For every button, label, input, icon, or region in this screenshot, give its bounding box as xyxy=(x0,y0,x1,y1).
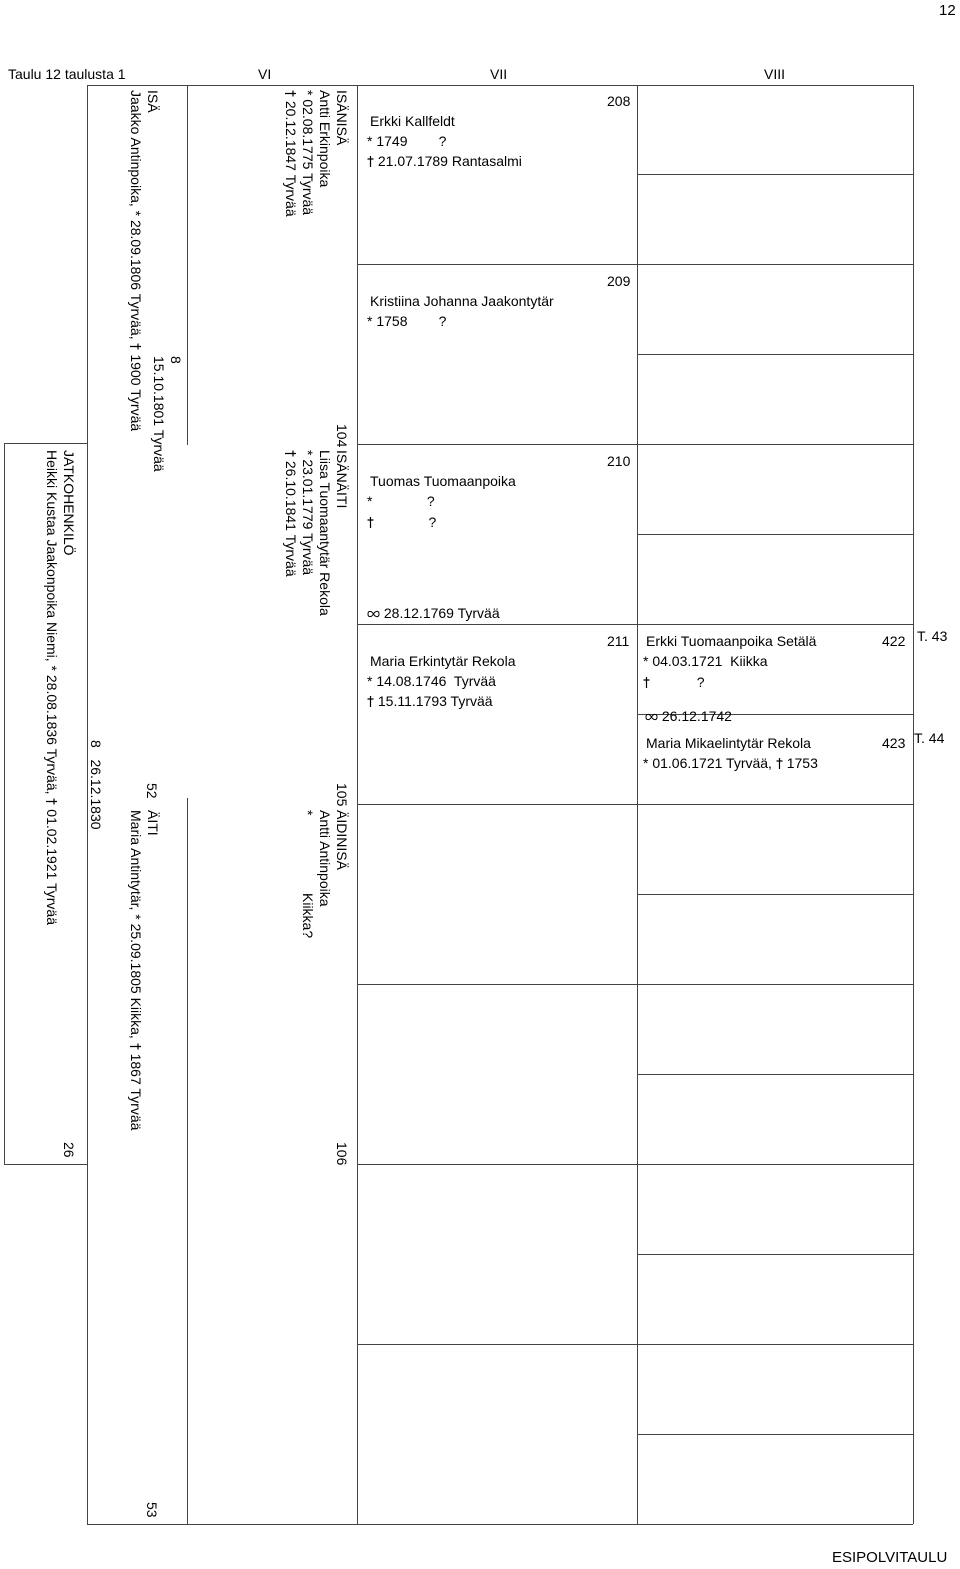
person-birth: * 01.06.1721 Tyrvää, xyxy=(643,755,772,771)
fathers-mother-death: 26.10.1841 Tyrvää xyxy=(283,460,299,577)
page-number: 12 xyxy=(939,2,956,19)
mothers-father-role: ÄIDINISÄ xyxy=(334,810,350,870)
divider xyxy=(637,534,913,535)
divider xyxy=(913,85,914,1524)
person-name: Erkki Tuomaanpoika Setälä xyxy=(646,633,817,649)
death-icon xyxy=(367,156,374,167)
divider xyxy=(87,1524,913,1525)
subject-role: JATKOHENKILÖ xyxy=(61,450,77,556)
divider xyxy=(357,624,913,625)
mothers-father-place: Kiikka? xyxy=(300,893,316,939)
person-birth: * 1749 ? xyxy=(367,133,447,149)
subject-block xyxy=(43,450,77,925)
fathers-father-role: ISÄNISÄ xyxy=(334,90,350,146)
death-icon xyxy=(285,90,296,97)
divider xyxy=(637,1254,913,1255)
person-number: 210 xyxy=(607,453,631,469)
mothers-father-name: Antti Antinpoika xyxy=(317,810,333,907)
fathers-mother-death-line xyxy=(282,450,299,616)
divider xyxy=(357,804,913,805)
mother-number: 53 xyxy=(144,1502,160,1518)
person-number: 422 xyxy=(882,633,906,649)
marriage-line xyxy=(367,606,500,620)
marriage-line xyxy=(645,709,732,723)
father-number: 52 xyxy=(144,783,160,799)
divider xyxy=(357,264,913,265)
death-icon xyxy=(285,450,296,457)
infinity-icon xyxy=(645,713,658,721)
fathers-mother-name: Liisa Tuomaantytär Rekola xyxy=(317,450,333,616)
death-icon xyxy=(46,798,57,805)
fathers-father-birth: * 02.08.1775 Tyrvää xyxy=(300,90,316,216)
subject-details xyxy=(43,450,60,925)
fathers-mother-birth: * 23.01.1779 Tyrvää xyxy=(300,450,316,576)
mothers-father-birth: * xyxy=(300,810,316,816)
divider xyxy=(637,354,913,355)
fathers-father-number: 104 xyxy=(334,424,350,448)
death-icon xyxy=(130,1043,141,1050)
divider xyxy=(357,1344,913,1345)
person-number: 209 xyxy=(607,273,631,289)
mother-block xyxy=(127,810,161,1130)
person-death: ? xyxy=(428,514,437,530)
subject-death: 01.02.1921 Tyrvää xyxy=(44,809,60,925)
divider xyxy=(637,894,913,895)
death-icon xyxy=(643,677,650,688)
person-number: 208 xyxy=(607,93,631,109)
divider xyxy=(357,984,913,985)
column-header-viii: VIII xyxy=(764,66,786,82)
marriage-date: 28.12.1769 Tyrvää xyxy=(383,605,500,621)
person-name: Maria Mikaelintytär Rekola xyxy=(646,735,811,751)
mother-name: Maria Antintytär, * 25.09.1805 Kiikka, xyxy=(128,810,144,1039)
person-name: Tuomas Tuomaanpoika xyxy=(370,473,516,489)
divider xyxy=(357,1164,913,1165)
person-number: 211 xyxy=(607,633,630,649)
subject-number: 26 xyxy=(61,1142,77,1158)
infinity-icon xyxy=(367,610,380,618)
person-death: 21.07.1789 Rantasalmi xyxy=(377,153,522,169)
fathers-mother-role: ISÄNÄITI xyxy=(334,450,350,509)
fathers-father-death-line xyxy=(282,90,299,217)
marriage-symbol: 8 xyxy=(88,740,104,748)
death-icon xyxy=(130,343,141,350)
divider xyxy=(87,85,913,86)
person-birth-line xyxy=(643,756,818,770)
marriage-date: 15.10.1801 Tyrvää xyxy=(151,356,167,472)
mother-death: 1867 Tyrvää xyxy=(128,1053,144,1131)
divider xyxy=(4,1164,87,1165)
person-death: ? xyxy=(696,674,705,690)
fathers-father-block xyxy=(282,90,350,217)
footer-label: ESIPOLVITAULU xyxy=(832,1549,948,1566)
person-death-line xyxy=(367,694,493,708)
death-icon xyxy=(367,696,374,707)
father-name: Jaakko Antinpoika, * 28.09.1806 Tyrvää, xyxy=(128,90,144,340)
fathers-mother-block xyxy=(282,450,350,616)
person-death-line xyxy=(367,154,522,168)
father-death: 1900 Tyrvää xyxy=(128,354,144,432)
divider xyxy=(357,444,913,445)
table-ref-link[interactable]: T. 44 xyxy=(914,730,945,746)
person-birth: * 04.03.1721 Kiikka xyxy=(643,653,768,669)
divider xyxy=(637,174,913,175)
death-icon xyxy=(367,517,374,528)
person-birth: * 14.08.1746 Tyrvää xyxy=(367,673,496,689)
table-ref-link[interactable]: T. 43 xyxy=(917,628,948,644)
death-icon xyxy=(776,758,783,769)
person-number: 423 xyxy=(882,735,906,751)
column-header-vii: VII xyxy=(490,66,508,82)
person-death-line xyxy=(643,675,704,689)
person-birth: * 1758 ? xyxy=(367,313,447,329)
divider xyxy=(4,443,5,1164)
marriage-date: 26.12.1830 xyxy=(88,759,104,830)
marriage-symbol: 8 xyxy=(168,356,184,364)
divider xyxy=(637,1434,913,1435)
subject-name: Heikki Kustaa Jaakonpoika Niemi, * 28.08.1836 Tyrvää, xyxy=(44,450,60,795)
person-name: Erkki Kallfeldt xyxy=(370,113,455,129)
column-header-vi: VI xyxy=(258,66,272,82)
divider xyxy=(187,85,188,445)
parents-marriage xyxy=(88,740,104,830)
fathers-mother-number: 105 xyxy=(334,783,350,807)
fathers-father-death: 20.12.1847 Tyrvää xyxy=(283,100,299,217)
table-label: Taulu 12 taulusta 1 xyxy=(8,66,126,82)
divider xyxy=(637,1074,913,1075)
mothers-father-number: 106 xyxy=(334,1142,350,1166)
fathers-father-name: Antti Erkinpoika xyxy=(317,90,333,188)
person-name: Maria Erkintytär Rekola xyxy=(370,653,516,669)
father-details xyxy=(127,90,144,431)
person-death: 1753 xyxy=(786,755,818,771)
person-name: Kristiina Johanna Jaakontytär xyxy=(370,293,554,309)
person-death-line xyxy=(367,515,436,529)
person-death: 15.11.1793 Tyrvää xyxy=(377,693,493,709)
person-birth: * ? xyxy=(367,493,435,509)
grandparents-marriage xyxy=(150,356,184,472)
divider xyxy=(4,443,87,444)
mother-details xyxy=(127,810,144,1130)
father-role: ISÄ xyxy=(145,90,161,113)
marriage-date: 26.12.1742 xyxy=(661,708,732,724)
divider xyxy=(187,798,188,1524)
mother-role: ÄITI xyxy=(145,810,161,836)
